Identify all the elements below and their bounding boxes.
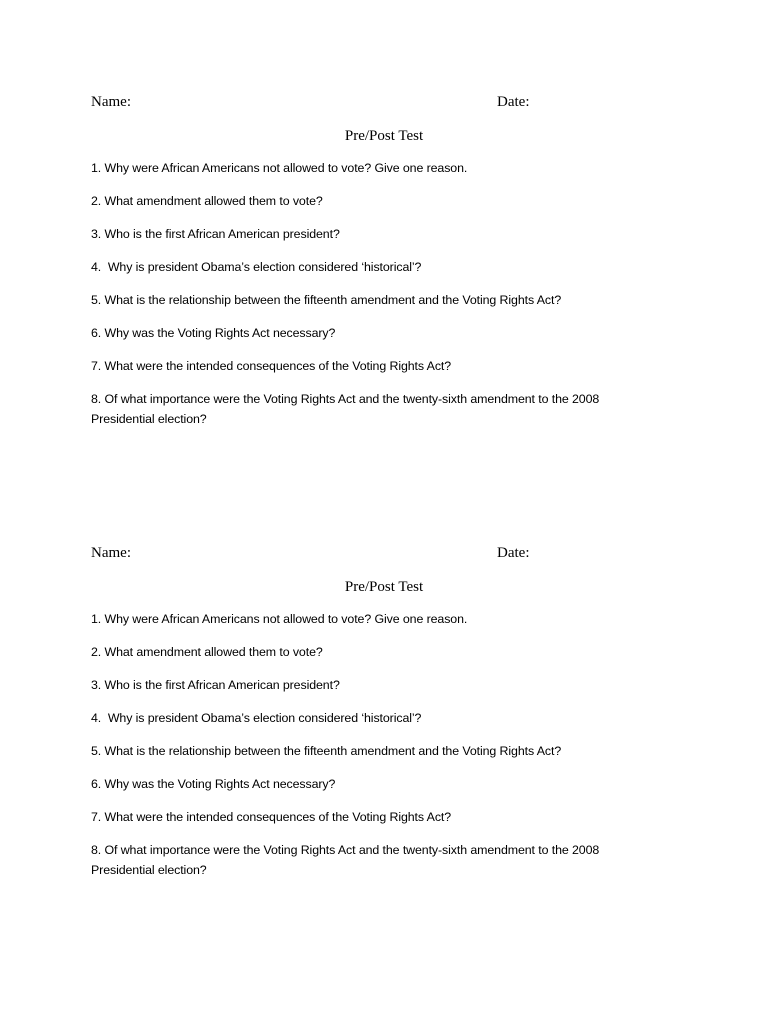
question-7: 7. What were the intended consequences of the Voting Rights Act? xyxy=(91,359,452,373)
test-sheet-bottom xyxy=(0,543,768,877)
question-8: 8. Of what importance were the Voting Rights Act and the twenty-sixth amendment to the 2008 Presidential election? xyxy=(91,843,603,877)
question-3: 3. Who is the first African American president? xyxy=(91,227,340,241)
sheet-header xyxy=(0,543,768,563)
question-4: 4. Why is president Obama’s election considered ‘historical’? xyxy=(91,260,422,274)
question-6: 6. Why was the Voting Rights Act necessary? xyxy=(91,326,336,340)
test-title: Pre/Post Test xyxy=(344,579,424,595)
question-2: 2. What amendment allowed them to vote? xyxy=(91,194,323,208)
question-1: 1. Why were African Americans not allowed to vote? Give one reason. xyxy=(91,161,468,175)
question-5: 5. What is the relationship between the fifteenth amendment and the Voting Rights Act? xyxy=(91,744,562,758)
question-list xyxy=(91,158,651,442)
question-7: 7. What were the intended consequences of the Voting Rights Act? xyxy=(91,810,452,824)
sheet-header xyxy=(0,92,768,112)
question-4: 4. Why is president Obama’s election considered ‘historical’? xyxy=(91,711,422,725)
question-6: 6. Why was the Voting Rights Act necessary? xyxy=(91,777,336,791)
question-5: 5. What is the relationship between the fifteenth amendment and the Voting Rights Act? xyxy=(91,293,562,307)
question-1: 1. Why were African Americans not allowed to vote? Give one reason. xyxy=(91,612,468,626)
date-label: Date: xyxy=(497,545,530,561)
question-list xyxy=(91,609,651,893)
name-label: Name: xyxy=(91,545,131,561)
question-2: 2. What amendment allowed them to vote? xyxy=(91,645,323,659)
test-title: Pre/Post Test xyxy=(344,128,424,144)
question-8: 8. Of what importance were the Voting Rights Act and the twenty-sixth amendment to the 2008 Presidential election? xyxy=(91,392,603,426)
question-3: 3. Who is the first African American president? xyxy=(91,678,340,692)
date-label: Date: xyxy=(497,94,530,110)
test-sheet-top xyxy=(0,92,768,426)
name-label: Name: xyxy=(91,94,131,110)
